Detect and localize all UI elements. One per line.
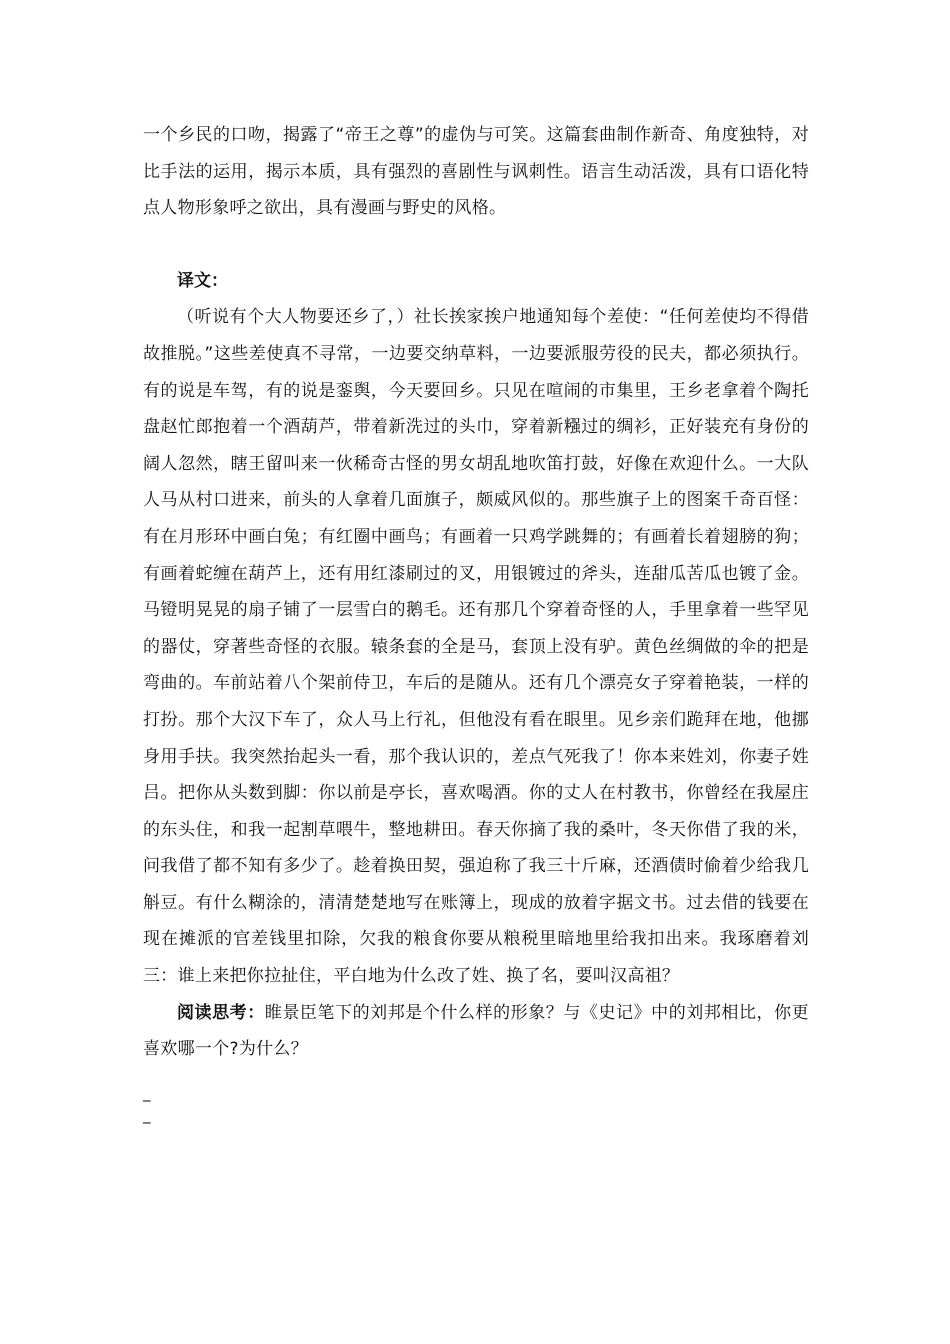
- translation-paragraph: （听说有个大人物要还乡了，）社长挨家挨户地通知每个差使：“任何差使均不得借故推脱。”这些差使真不寻常，一边要交纳草料，一边要派服劳役的民夫，都必须执行。有的说是车驾，有的说是銮舆，今天要回乡。只见在喧闹的市集里，王乡老拿着个陶托盘赵忙郎抱着一个酒葫芦，带着新洗过的头巾，穿着新糨过的绸衫，正好装充有身份的阔人忽然，瞎王留叫来一伙稀奇古怪的男女胡乱地吹笛打鼓，好像在欢迎什么。一大队人马从村口进来，前头的人拿着几面旗子，颇威风似的。那些旗子上的图案千奇百怪：有在月形环中画白兔；有红圈中画鸟；有画着一只鸡学跳舞的；有画着长着翅膀的狗；有画着蛇缠在葫芦上，还有用红漆刷过的叉，用银镀过的斧头，连甜瓜苦瓜也镀了金。马镫明晃晃的扇子铺了一层雪白的鹅毛。还有那几个穿着奇怪的人，手里拿着一些罕见的器仗，穿著些奇怪的衣服。辕条套的全是马，套顶上没有驴。黄色丝绸做的伞的把是弯曲的。车前站着八个架前侍卫，车后的是随从。还有几个漂亮女子穿着艳装，一样的打扮。那个大汉下车了，众人马上行礼，但他没有看在眼里。见乡亲们跪拜在地，他挪身用手扶。我突然抬起头一看，那个我认识的，差点气死我了！你本来姓刘，你妻子姓吕。把你从头数到脚：你以前是亭长，喜欢喝酒。你的丈人在村教书，你曾经在我屋庄的东头住，和我一起割草喂牛，整地耕田。春天你摘了我的桑叶，冬天你借了我的米，问我借了都不知有多少了。趁着换田契，强迫称了我三十斤麻，还酒债时偷着少给我几斛豆。有什么糊涂的，清清楚楚地写在账簿上，现成的放着字据文书。过去借的钱要在现在摊派的官差钱里扣除，欠我的粮食你要从粮税里暗地里给我扣出来。我琢磨着刘三：谁上来把你拉扯住，平白地为什么改了姓、换了名，要叫汉高祖？: [143, 307, 809, 987]
- question-text: 睢景臣笔下的刘邦是个什么样的形象？与《史记》中的刘邦相比，你更喜欢哪一个?为什么？: [143, 1002, 809, 1060]
- paragraph-gap: [143, 227, 809, 263]
- translation-heading: 译文：: [177, 270, 228, 291]
- document-page: [143, 117, 809, 1126]
- answer-blank-line: _: [143, 1105, 151, 1124]
- question-label: 阅读思考：: [177, 1002, 265, 1023]
- answer-blank-line: _: [143, 1083, 151, 1102]
- question-paragraph: [143, 995, 809, 1068]
- intro-paragraph: 一个乡民的口吻，揭露了“帝王之尊”的虚伪与可笑。这篇套曲制作新奇、角度独特，对比手法的运用，揭示本质，具有强烈的喜剧性与讽刺性。语言生动活泼，具有口语化特点人物形象呼之欲出，具有漫画与野史的风格。: [143, 125, 809, 219]
